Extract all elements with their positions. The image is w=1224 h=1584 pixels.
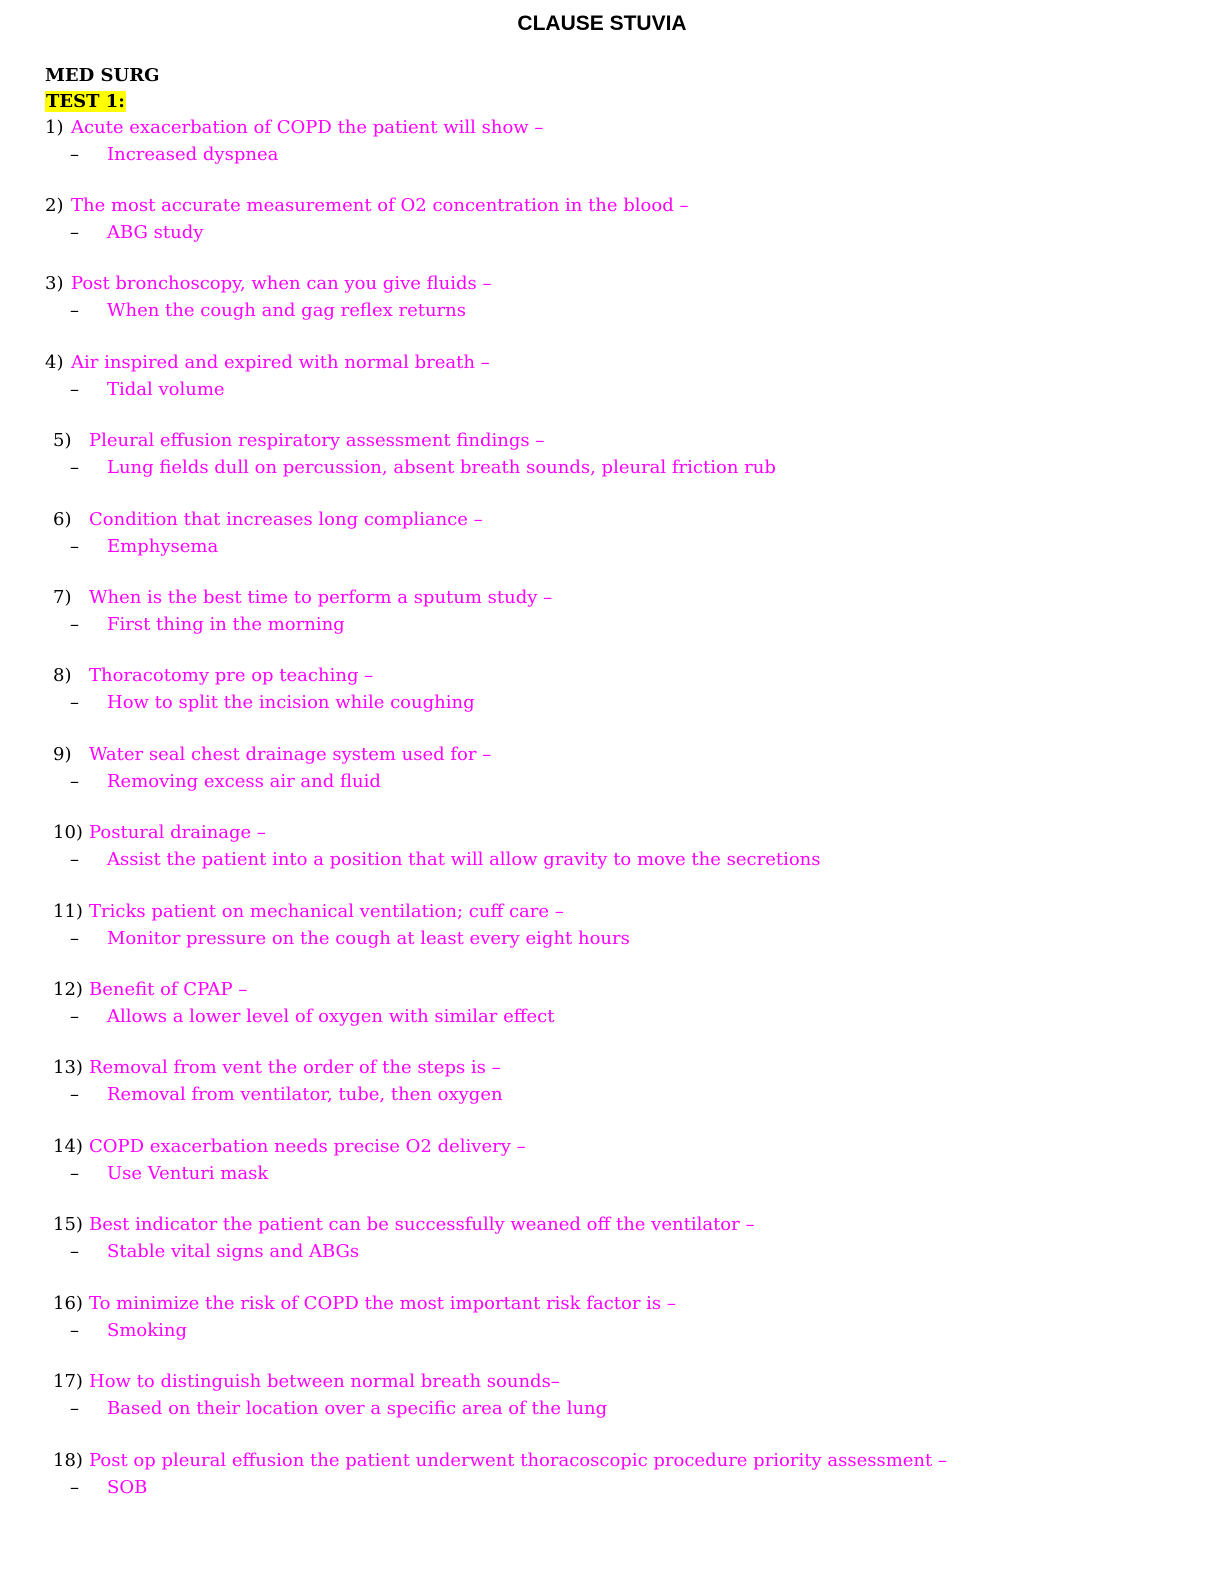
question-number: 7)	[53, 587, 72, 608]
answer-bullet-dash: –	[70, 457, 79, 478]
question-number: 15)	[53, 1214, 83, 1235]
question-text: The most accurate measurement of O2 concentration in the blood –	[71, 195, 689, 216]
answer-text: How to split the incision while coughing	[107, 692, 475, 713]
answer-bullet-dash: –	[70, 300, 79, 321]
question-text: Best indicator the patient can be successfully weaned off the ventilator –	[89, 1214, 755, 1235]
answer-text: Lung fields dull on percussion, absent breath sounds, pleural friction rub	[107, 457, 776, 478]
answer-text: ABG study	[107, 222, 204, 243]
answer-bullet-dash: –	[70, 692, 79, 713]
answer-text: Stable vital signs and ABGs	[107, 1241, 360, 1262]
answer-text: Removing excess air and fluid	[107, 771, 381, 792]
answer-bullet-dash: –	[70, 144, 79, 165]
question-text: To minimize the risk of COPD the most important risk factor is –	[89, 1293, 676, 1314]
answer-bullet-dash: –	[70, 1084, 79, 1105]
answer-bullet-dash: –	[70, 1398, 79, 1419]
answer-bullet-dash: –	[70, 614, 79, 635]
answer-bullet-dash: –	[70, 1006, 79, 1027]
question-number: 11)	[53, 901, 83, 922]
question-number: 18)	[53, 1450, 83, 1471]
answer-text: Tidal volume	[107, 379, 225, 400]
answer-text: First thing in the morning	[107, 614, 345, 635]
answer-text: Based on their location over a specific area of the lung	[107, 1398, 608, 1419]
question-text: Thoracotomy pre op teaching –	[89, 665, 374, 686]
question-text: Air inspired and expired with normal breath –	[71, 352, 490, 373]
question-text: Pleural effusion respiratory assessment findings –	[89, 430, 545, 451]
question-text: Water seal chest drainage system used for –	[89, 744, 492, 765]
question-number: 6)	[53, 509, 72, 530]
answer-text: When the cough and gag reflex returns	[107, 300, 466, 321]
answer-text: Assist the patient into a position that will allow gravity to move the secretions	[107, 849, 821, 870]
answer-text: Smoking	[107, 1320, 188, 1341]
answer-text: Removal from ventilator, tube, then oxygen	[107, 1084, 503, 1105]
document-title: CLAUSE STUVIA	[517, 12, 687, 35]
question-text: Post op pleural effusion the patient underwent thoracoscopic procedure priority assessment –	[89, 1450, 947, 1471]
question-text: COPD exacerbation needs precise O2 delivery –	[89, 1136, 526, 1157]
answer-bullet-dash: –	[70, 849, 79, 870]
answer-bullet-dash: –	[70, 222, 79, 243]
question-number: 5)	[53, 430, 72, 451]
section-heading: MED SURG	[45, 65, 160, 86]
answer-bullet-dash: –	[70, 928, 79, 949]
question-text: Benefit of CPAP –	[89, 979, 248, 1000]
question-number: 2)	[45, 195, 64, 216]
answer-text: Emphysema	[107, 536, 219, 557]
question-number: 9)	[53, 744, 72, 765]
answer-text: Increased dyspnea	[107, 144, 279, 165]
answer-bullet-dash: –	[70, 1163, 79, 1184]
question-number: 1)	[45, 117, 64, 138]
question-number: 3)	[45, 273, 64, 294]
answer-bullet-dash: –	[70, 771, 79, 792]
question-text: Acute exacerbation of COPD the patient will show –	[71, 117, 544, 138]
question-text: Tricks patient on mechanical ventilation; cuff care –	[89, 901, 564, 922]
answer-bullet-dash: –	[70, 1241, 79, 1262]
question-text: Postural drainage –	[89, 822, 266, 843]
question-number: 16)	[53, 1293, 83, 1314]
answer-bullet-dash: –	[70, 1477, 79, 1498]
question-number: 14)	[53, 1136, 83, 1157]
question-number: 12)	[53, 979, 83, 1000]
answer-text: Monitor pressure on the cough at least every eight hours	[107, 928, 630, 949]
question-number: 17)	[53, 1371, 83, 1392]
question-text: When is the best time to perform a sputum study –	[89, 587, 553, 608]
question-number: 4)	[45, 352, 64, 373]
question-text: Post bronchoscopy, when can you give fluids –	[71, 273, 492, 294]
question-number: 8)	[53, 665, 72, 686]
question-text: How to distinguish between normal breath sounds–	[89, 1371, 560, 1392]
answer-text: SOB	[107, 1477, 148, 1498]
question-number: 10)	[53, 822, 83, 843]
test-heading-highlighted: TEST 1:	[46, 91, 125, 112]
question-text: Condition that increases long compliance –	[89, 509, 483, 530]
answer-bullet-dash: –	[70, 536, 79, 557]
answer-text: Allows a lower level of oxygen with similar effect	[107, 1006, 555, 1027]
question-text: Removal from vent the order of the steps is –	[89, 1057, 501, 1078]
answer-bullet-dash: –	[70, 379, 79, 400]
question-number: 13)	[53, 1057, 83, 1078]
answer-bullet-dash: –	[70, 1320, 79, 1341]
answer-text: Use Venturi mask	[107, 1163, 269, 1184]
